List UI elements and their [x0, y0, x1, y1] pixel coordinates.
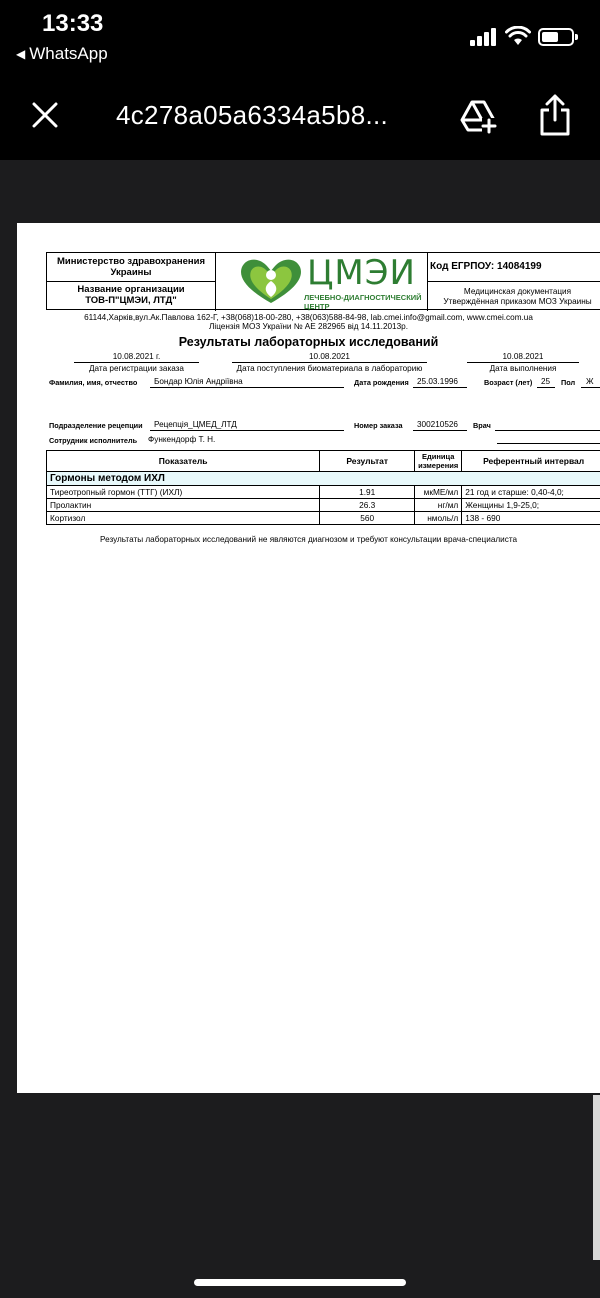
- code-label: Код ЕГРПОУ: 14084199: [430, 261, 542, 272]
- address-line: 61144,Харків,вул.Ак.Павлова 162-Г, +38(068)18-00-280, +38(063)588-84-98, lab.cmei.info@gmail.com, www.cmei.com.ua: [84, 313, 533, 322]
- test-name: Тиреотропный гормон (ТТГ) (ИХЛ): [47, 486, 320, 499]
- close-icon[interactable]: [30, 100, 60, 130]
- logo-word: ЦМЭИ: [307, 253, 416, 293]
- cellular-signal-icon: [470, 28, 498, 46]
- ministry-text: Министерство здравохранения Украины: [56, 256, 206, 278]
- staff-value: Функендорф Т. Н.: [148, 435, 216, 444]
- order-value: 300210526: [417, 420, 458, 429]
- column-header: Референтный интервал: [462, 451, 600, 472]
- column-header: Результат: [320, 451, 415, 472]
- date-done-value: 10.08.2021: [502, 352, 544, 361]
- approved-text: Утверждённая приказом МОЗ Украины: [443, 297, 592, 306]
- test-result: 26.3: [320, 499, 415, 512]
- test-ref: Женщины 1,9-25,0;: [462, 499, 600, 512]
- order-label: Номер заказа: [354, 421, 403, 430]
- share-icon[interactable]: [538, 94, 572, 136]
- date-recv-value: 10.08.2021: [309, 352, 350, 361]
- staff-label: Сотрудник исполнитель: [49, 436, 138, 445]
- date-reg-label: Дата регистрации заказа: [89, 364, 184, 373]
- med-doc-text: Медицинская документация: [463, 287, 572, 296]
- status-time: 13:33: [42, 10, 104, 37]
- add-to-drive-icon[interactable]: [458, 96, 498, 136]
- date-recv-label: Дата поступления биоматериала в лабораторию: [236, 364, 423, 373]
- logo-subtitle: ЛЕЧЕБНО-ДИАГНОСТИЧЕСКИЙ ЦЕНТР: [304, 293, 422, 311]
- birth-value: 25.03.1996: [417, 377, 458, 386]
- org-name: ТОВ-П"ЦМЭИ, ЛТД": [85, 295, 177, 306]
- top-bar: [0, 0, 600, 160]
- fio-label: Фамилия, имя, отчество: [49, 378, 138, 387]
- age-label: Возраст (лет): [484, 378, 533, 387]
- date-reg-value: 10.08.2021 г.: [112, 352, 161, 361]
- license-line: Ліцензія МОЗ України № АЕ 282965 від 14.11.2013р.: [209, 322, 408, 331]
- home-indicator[interactable]: [194, 1279, 406, 1286]
- group-title: Гормоны методом ИХЛ: [47, 472, 600, 486]
- test-result: 1.91: [320, 486, 415, 499]
- test-ref: 138 - 690: [462, 512, 600, 525]
- date-done-label: Дата выполнения: [489, 364, 557, 373]
- page-title: Результаты лабораторных исследований: [178, 335, 439, 349]
- disclaimer: Результаты лабораторных исследований не являются диагнозом и требуют консультации врача-специалиста: [99, 535, 518, 544]
- test-name: Пролактин: [47, 499, 320, 512]
- column-header: Единица измерения: [415, 451, 462, 472]
- test-unit: нг/мл: [415, 499, 462, 512]
- next-page-edge: [593, 1095, 600, 1260]
- table-row: [47, 512, 600, 525]
- doctor-label: Врач: [473, 421, 491, 430]
- heart-leaf-icon: [236, 255, 306, 307]
- table-row: [47, 486, 600, 499]
- org-label: Название организации: [77, 284, 185, 295]
- sex-value: Ж: [586, 377, 594, 386]
- group-row: [47, 472, 600, 486]
- column-header: Показатель: [47, 451, 320, 472]
- battery-icon: [538, 28, 574, 46]
- back-app-label: WhatsApp: [29, 44, 108, 63]
- test-ref: 21 год и старше: 0,40-4,0;: [462, 486, 600, 499]
- results-table: [46, 450, 600, 525]
- test-unit: нмоль/л: [415, 512, 462, 525]
- age-value: 25: [541, 377, 551, 386]
- dept-label: Подразделение рецепции: [49, 421, 143, 430]
- table-row: [47, 499, 600, 512]
- test-result: 560: [320, 512, 415, 525]
- dept-value: Рецепція_ЦМЕД_ЛТД: [154, 420, 237, 429]
- birth-label: Дата рождения: [354, 378, 409, 387]
- test-unit: мкМЕ/мл: [415, 486, 462, 499]
- back-triangle-icon: ◀: [16, 47, 26, 61]
- sex-label: Пол: [561, 378, 576, 387]
- table-header-row: [47, 451, 600, 472]
- file-title: 4c278a05a6334a5b8...: [116, 100, 389, 130]
- test-name: Кортизол: [47, 512, 320, 525]
- wifi-icon: [505, 26, 531, 46]
- fio-value: Бондар Юлія Андріївна: [154, 377, 243, 386]
- logo: [232, 253, 432, 309]
- document-page: [17, 223, 600, 1093]
- back-to-app-link[interactable]: [16, 44, 108, 64]
